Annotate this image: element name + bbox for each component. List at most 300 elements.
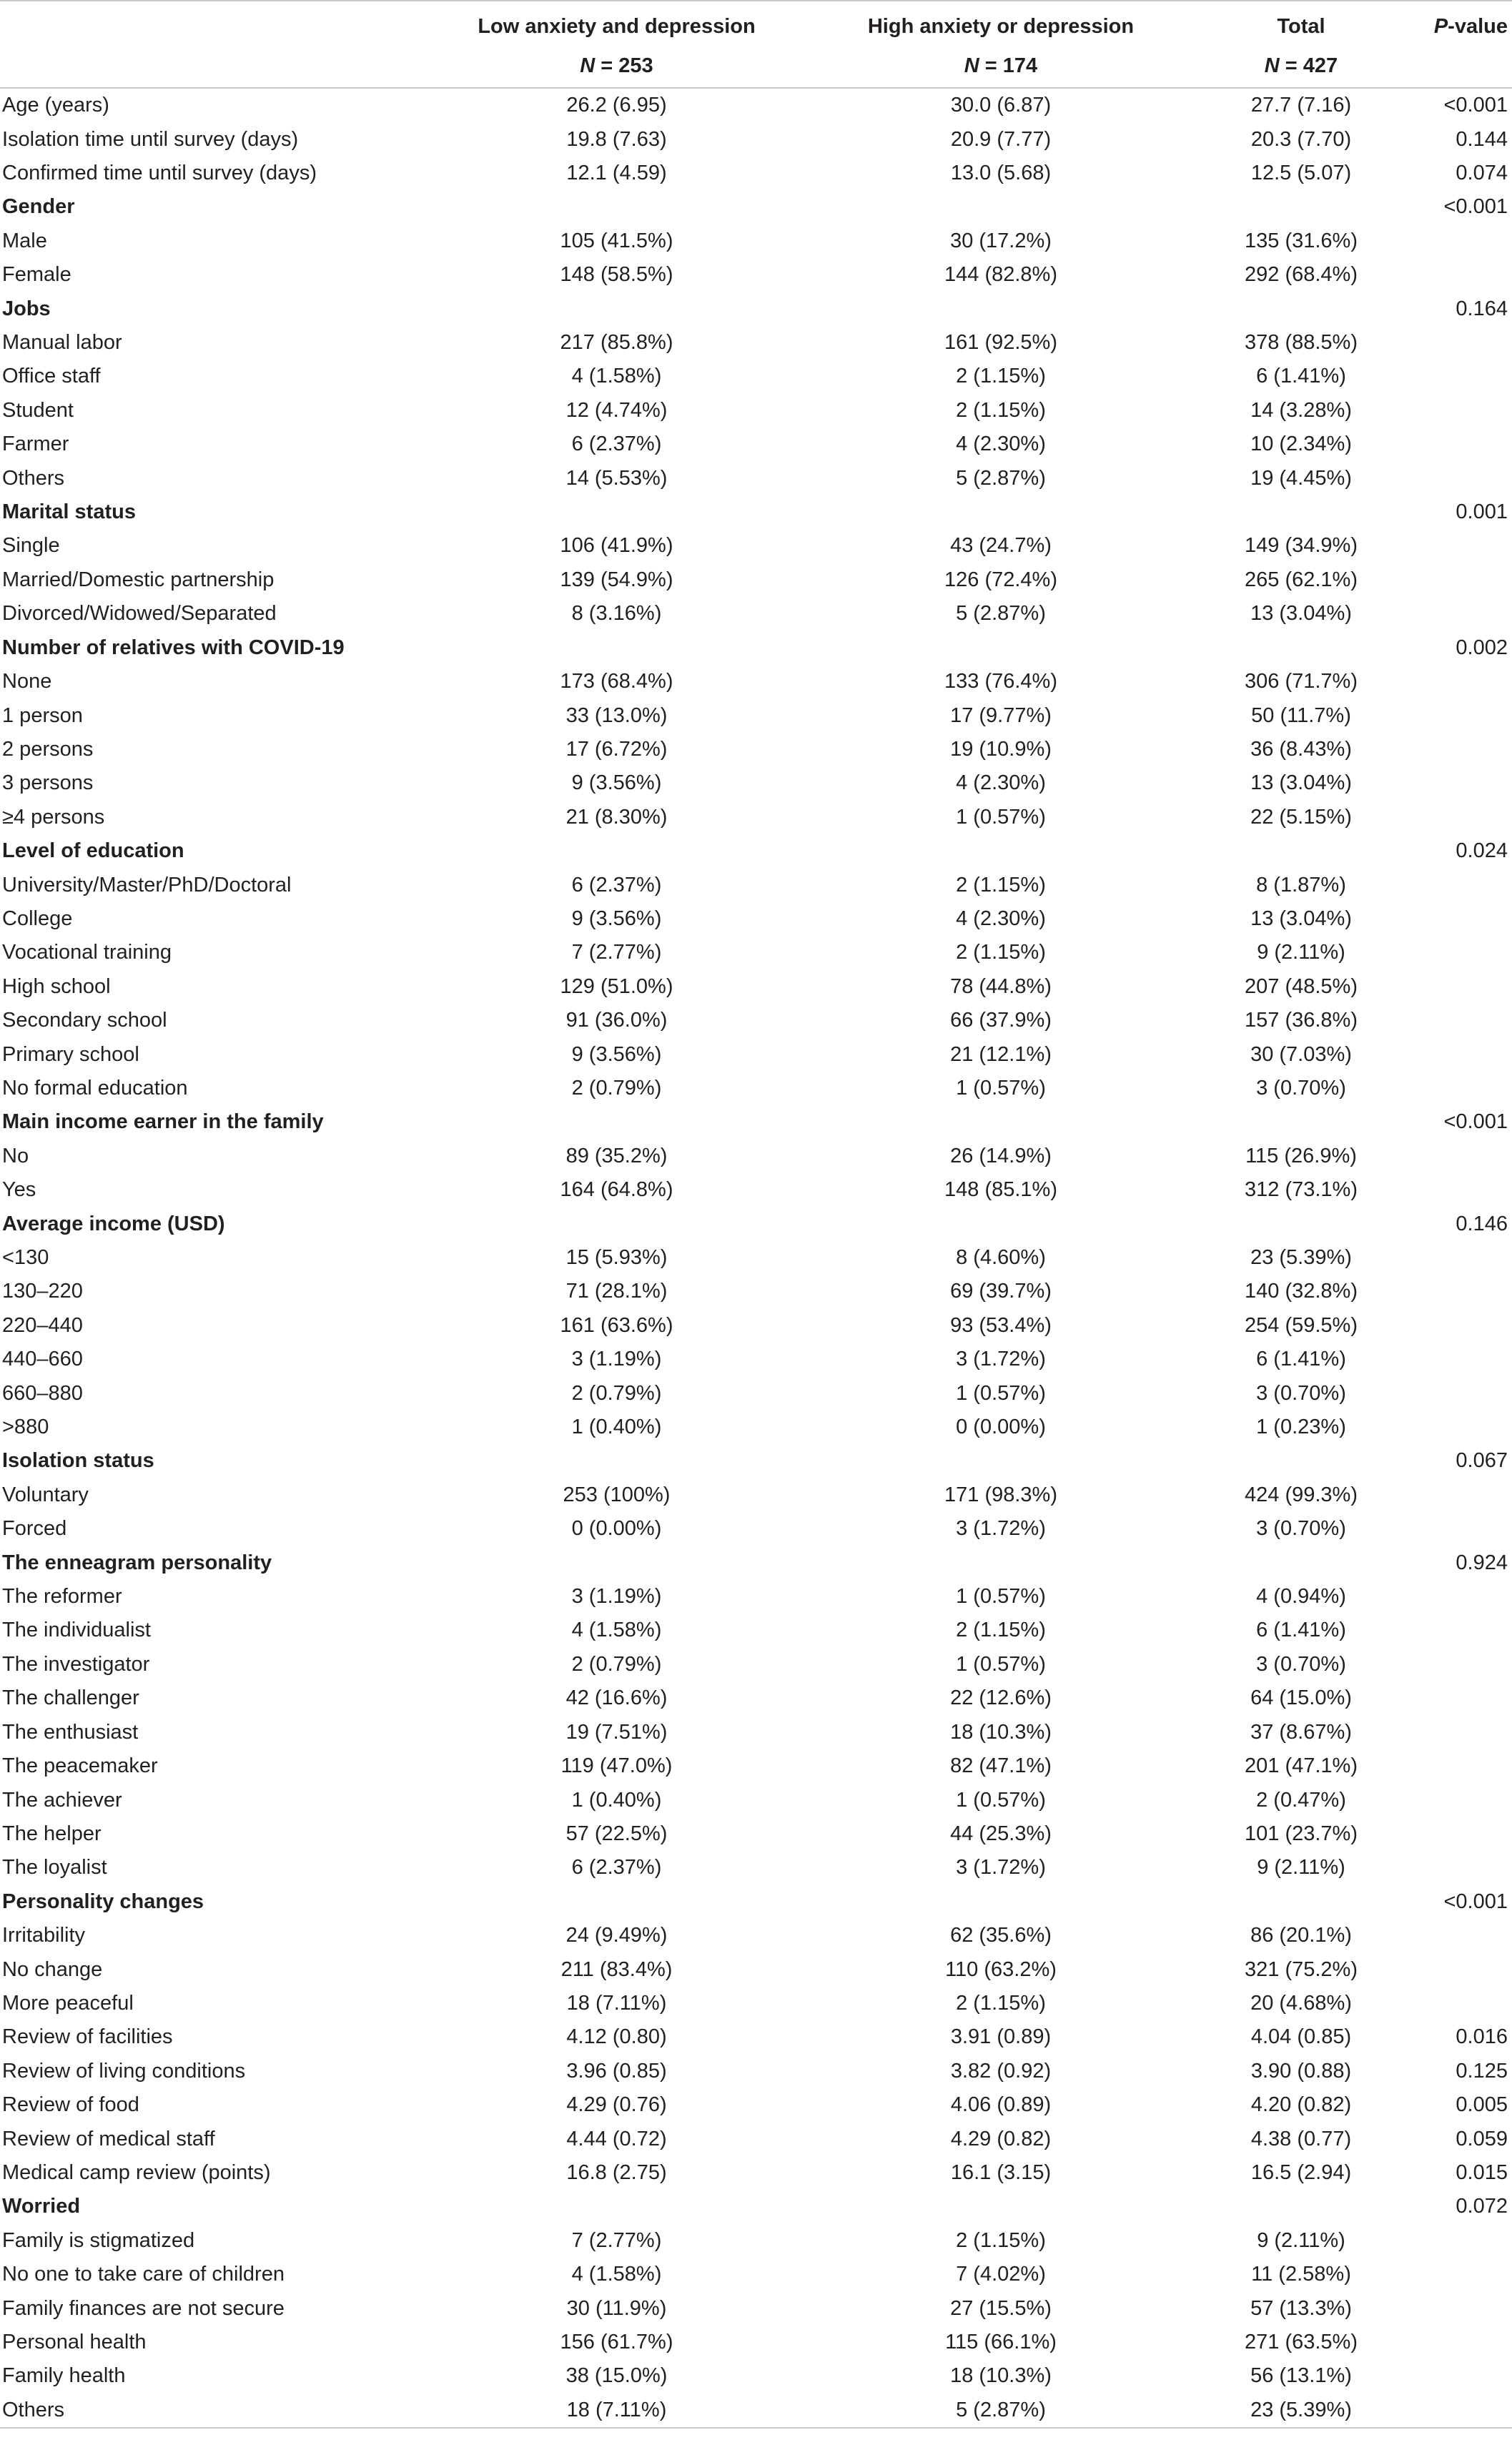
table-row [0,902,1512,936]
cell-low [429,2190,804,2223]
cell-high [804,1885,1197,1919]
cell-high: 110 (63.2%) [945,1957,1057,1981]
cell-total: 14 (3.28%) [1250,398,1352,422]
row-label: The individualist [2,1619,151,1642]
cell-pvalue: <0.001 [1443,94,1508,117]
cell-pvalue [1405,597,1512,631]
cell-high: 161 (92.5%) [944,331,1057,355]
table-row [0,1614,1512,1647]
row-label: Vocational training [2,941,172,964]
section-row [0,292,1512,325]
table-row [0,801,1512,834]
table-row [0,970,1512,1004]
cell-total: 201 (47.1%) [1245,1754,1358,1778]
cell-total [1197,292,1405,325]
row-label: None [2,670,52,693]
cell-total: 6 (1.41%) [1256,1348,1346,1371]
cell-pvalue [1405,868,1512,902]
cell-low: 14 (5.53%) [565,466,668,490]
table-row [0,2156,1512,2190]
cell-pvalue [1405,1512,1512,1546]
cell-pvalue: 0.164 [1456,297,1508,320]
cell-high: 1 (0.57%) [956,1788,1046,1812]
row-label: More peaceful [2,1991,134,2015]
row-label: No one to take care of children [2,2263,285,2286]
cell-pvalue [1405,1004,1512,1037]
cell-total: 157 (36.8%) [1245,1009,1358,1032]
section-row [0,1546,1512,1579]
header-n-high [804,44,1197,88]
table-header [0,1,1512,88]
cell-low: 3.96 (0.85) [566,2059,667,2083]
cell-low: 4 (1.58%) [571,2263,662,2286]
row-label: Average income (USD) [2,1212,225,1235]
cell-total: 140 (32.8%) [1245,1280,1358,1303]
cell-low: 0 (0.00%) [571,1517,662,1541]
cell-high: 22 (12.6%) [950,1686,1052,1710]
cell-pvalue [1405,2326,1512,2359]
cell-total: 312 (73.1%) [1245,1178,1358,1202]
cell-low [429,1546,804,1579]
cell-low [429,292,804,325]
table-row [0,1952,1512,1986]
row-label: The reformer [2,1585,122,1609]
cell-high: 1 (0.57%) [956,805,1046,829]
cell-high: 1 (0.57%) [956,1652,1046,1676]
cell-pvalue [1405,801,1512,834]
table-row [0,2224,1512,2258]
cell-total [1197,495,1405,529]
cell-pvalue: 0.067 [1456,1449,1508,1473]
cell-high: 1 (0.57%) [956,1381,1046,1405]
cell-low: 9 (3.56%) [571,771,662,795]
cell-low [429,1207,804,1240]
cell-high: 1 (0.57%) [956,1076,1046,1100]
header-pvalue-p: P [1433,15,1448,38]
cell-total: 86 (20.1%) [1250,1924,1352,1947]
section-row [0,1885,1512,1919]
cell-high: 2 (1.15%) [956,365,1046,388]
table-body [0,88,1512,2428]
row-label: Forced [2,1517,67,1541]
cell-high: 82 (47.1%) [950,1754,1052,1778]
cell-total: 135 (31.6%) [1245,229,1358,252]
cell-pvalue [1405,733,1512,766]
cell-high: 4.06 (0.89) [950,2093,1052,2117]
row-label: Family health [2,2364,126,2388]
table-row [0,1512,1512,1546]
cell-low: 91 (36.0%) [565,1009,668,1032]
cell-high: 0 (0.00%) [956,1416,1046,1439]
cell-high: 2 (1.15%) [956,2228,1046,2252]
cell-high: 4 (2.30%) [956,771,1046,795]
cell-pvalue [1405,1851,1512,1885]
cell-total [1197,190,1405,224]
row-label: Student [2,398,74,422]
table-row [0,1376,1512,1410]
cell-total: 13 (3.04%) [1250,771,1352,795]
cell-low: 12.1 (4.59) [566,162,667,185]
cell-high: 21 (12.1%) [950,1042,1052,1066]
cell-total [1197,2190,1405,2223]
row-label: Isolation time until survey (days) [2,127,299,151]
cell-total: 12.5 (5.07) [1250,162,1352,185]
row-label: Review of food [2,2093,139,2117]
table-row [0,1851,1512,1885]
table-row [0,326,1512,360]
cell-high [804,2190,1197,2223]
cell-total: 207 (48.5%) [1245,974,1358,998]
cell-pvalue [1405,1343,1512,1376]
cell-low: 9 (3.56%) [571,1042,662,1066]
section-row [0,2190,1512,2223]
row-label: No formal education [2,1076,188,1100]
cell-total: 254 (59.5%) [1245,1313,1358,1337]
table-row [0,1173,1512,1207]
cell-total: 11 (2.58%) [1251,2263,1351,2286]
cell-total: 292 (68.4%) [1245,263,1358,287]
cell-high: 8 (4.60%) [956,1246,1046,1270]
cell-total: 19 (4.45%) [1250,466,1352,490]
cell-pvalue [1405,428,1512,461]
row-label: The challenger [2,1686,139,1710]
header-pvalue-rest: -value [1448,15,1508,38]
cell-low: 4 (1.58%) [571,1619,662,1642]
cell-total: 149 (34.9%) [1245,534,1358,558]
cell-low: 42 (16.6%) [565,1686,668,1710]
cell-total [1197,834,1405,868]
cell-total: 2 (0.47%) [1256,1788,1346,1812]
cell-high: 44 (25.3%) [950,1822,1052,1845]
cell-pvalue: 0.016 [1456,2025,1508,2049]
table-row [0,1716,1512,1749]
row-label: Marital status [2,500,136,524]
section-row [0,1207,1512,1240]
cell-total: 30 (7.03%) [1250,1042,1352,1066]
cell-total [1197,1207,1405,1240]
cell-high: 4 (2.30%) [956,907,1046,930]
cell-total: 27.7 (7.16) [1250,94,1352,117]
cell-high: 5 (2.87%) [956,602,1046,626]
cell-pvalue [1405,1411,1512,1444]
cell-high [804,834,1197,868]
row-label: Irritability [2,1924,86,1947]
cell-pvalue: 0.144 [1456,127,1508,151]
section-row [0,190,1512,224]
n-total-value: = 427 [1279,54,1338,77]
cell-pvalue [1405,1376,1512,1410]
cell-low: 7 (2.77%) [571,2228,662,2252]
table-row [0,2020,1512,2054]
cell-pvalue [1405,360,1512,393]
table-row [0,2326,1512,2359]
cell-low: 253 (100%) [563,1483,671,1506]
header-row-counts [0,44,1512,88]
cell-high [804,1207,1197,1240]
cell-pvalue [1405,2394,1512,2428]
table-row [0,394,1512,428]
table-row [0,936,1512,969]
section-row [0,495,1512,529]
cell-high: 13.0 (5.68) [950,162,1052,185]
row-label: 2 persons [2,737,94,761]
cell-total: 57 (13.3%) [1250,2296,1352,2320]
table-row [0,2291,1512,2325]
cell-pvalue: 0.074 [1456,162,1508,185]
table-row [0,2088,1512,2122]
cell-high: 126 (72.4%) [944,568,1057,591]
table-row [0,1580,1512,1614]
cell-pvalue [1405,2359,1512,2393]
cell-low: 57 (22.5%) [565,1822,668,1845]
cell-pvalue: 0.002 [1456,636,1508,659]
cell-pvalue [1405,326,1512,360]
cell-high: 4.29 (0.82) [950,2127,1052,2150]
header-low-group: Low anxiety and depression [429,1,804,44]
cell-low: 1 (0.40%) [571,1788,662,1812]
cell-high: 5 (2.87%) [956,466,1046,490]
cell-low [429,190,804,224]
cell-total: 424 (99.3%) [1245,1483,1358,1506]
cell-low: 148 (58.5%) [560,263,673,287]
cell-low: 18 (7.11%) [566,1991,667,2015]
table-row [0,1648,1512,1681]
cell-high: 26 (14.9%) [950,1144,1052,1167]
header-n-low [429,44,804,88]
row-label: College [2,907,73,930]
table-row [0,733,1512,766]
cell-total: 3 (0.70%) [1256,1381,1346,1405]
row-label: Gender [2,195,75,219]
cell-total: 9 (2.11%) [1257,941,1345,964]
table-row [0,1343,1512,1376]
cell-total: 13 (3.04%) [1250,602,1352,626]
cell-low: 106 (41.9%) [560,534,673,558]
table-row [0,2122,1512,2155]
cell-high: 3 (1.72%) [956,1348,1046,1371]
n-low-value: = 253 [595,54,653,77]
table-row [0,1681,1512,1715]
cell-low: 2 (0.79%) [571,1652,662,1676]
row-label: University/Master/PhD/Doctoral [2,873,292,897]
cell-total: 20 (4.68%) [1250,1991,1352,2015]
cell-total: 321 (75.2%) [1245,1957,1358,1981]
table-row [0,1004,1512,1037]
row-label: The peacemaker [2,1754,158,1778]
cell-low: 6 (2.37%) [571,433,662,456]
row-label: Family is stigmatized [2,2228,195,2252]
cell-total: 1 (0.23%) [1256,1416,1346,1439]
cell-low: 71 (28.1%) [565,1280,668,1303]
row-label: Female [2,263,71,287]
row-label: Male [2,229,47,252]
cell-total: 37 (8.67%) [1250,1720,1352,1744]
row-label: Single [2,534,60,558]
cell-high [804,1105,1197,1139]
cell-pvalue: 0.924 [1456,1551,1508,1574]
cell-high: 16.1 (3.15) [950,2160,1052,2184]
table-row [0,224,1512,258]
cell-total: 23 (5.39%) [1250,1246,1352,1270]
cell-high: 18 (10.3%) [950,1720,1052,1744]
cell-low: 30 (11.9%) [566,2296,667,2320]
row-label: High school [2,974,111,998]
row-label: Review of medical staff [2,2127,215,2150]
cell-high: 19 (10.9%) [950,737,1052,761]
table-row [0,563,1512,597]
table-row [0,2394,1512,2428]
row-label: <130 [2,1246,49,1270]
cell-low: 19.8 (7.63) [566,127,667,151]
cell-high: 2 (1.15%) [956,1991,1046,2015]
row-label: >880 [2,1416,49,1439]
cell-high [804,631,1197,665]
cell-total: 4.20 (0.82) [1250,2093,1352,2117]
cell-low: 4.12 (0.80) [566,2025,667,2049]
row-label: The enthusiast [2,1720,139,1744]
cell-low: 3 (1.19%) [571,1585,662,1609]
cell-total: 10 (2.34%) [1250,433,1352,456]
cell-pvalue [1405,970,1512,1004]
table-row [0,1817,1512,1851]
cell-high: 2 (1.15%) [956,1619,1046,1642]
header-n-total [1197,44,1405,88]
n-high-value: = 174 [979,54,1038,77]
cell-pvalue [1405,1783,1512,1817]
cell-high: 133 (76.4%) [944,670,1057,693]
cell-total: 3 (0.70%) [1256,1652,1346,1676]
cell-low [429,1885,804,1919]
header-row-groups [0,1,1512,44]
table-row [0,868,1512,902]
cell-high [804,1444,1197,1478]
table-row [0,529,1512,563]
table-row [0,698,1512,732]
cell-low: 161 (63.6%) [560,1313,673,1337]
cell-total: 265 (62.1%) [1245,568,1358,591]
cell-total: 64 (15.0%) [1250,1686,1352,1710]
cell-low: 17 (6.72%) [565,737,668,761]
cell-pvalue [1405,1478,1512,1512]
cell-pvalue: 0.125 [1456,2059,1508,2083]
row-label: No [2,1144,29,1167]
table-row [0,1275,1512,1308]
cell-high: 66 (37.9%) [950,1009,1052,1032]
cell-low: 24 (9.49%) [565,1924,668,1947]
cell-high: 171 (98.3%) [944,1483,1057,1506]
cell-pvalue [1405,902,1512,936]
cell-low [429,495,804,529]
table-row [0,1749,1512,1783]
cell-pvalue [1405,1275,1512,1308]
header-empty-cell [0,1,429,44]
cell-high: 18 (10.3%) [950,2364,1052,2388]
cell-low [429,1444,804,1478]
cell-low: 217 (85.8%) [560,331,673,355]
table-row [0,428,1512,461]
cell-high: 1 (0.57%) [956,1585,1046,1609]
cell-low: 2 (0.79%) [571,1381,662,1405]
row-label: The investigator [2,1652,150,1676]
cell-high: 3.82 (0.92) [950,2059,1052,2083]
row-label: Manual labor [2,331,122,355]
cell-total: 3.90 (0.88) [1250,2059,1352,2083]
cell-total: 13 (3.04%) [1250,907,1352,930]
row-label: 130–220 [2,1280,83,1303]
cell-low [429,1105,804,1139]
cell-pvalue [1405,1817,1512,1851]
cell-low: 33 (13.0%) [565,703,668,727]
row-label: The enneagram personality [2,1551,272,1574]
cell-low: 12 (4.74%) [565,398,668,422]
row-label: Yes [2,1178,36,1202]
cell-low: 139 (54.9%) [560,568,673,591]
cell-total: 23 (5.39%) [1197,2394,1405,2428]
row-label: 3 persons [2,771,94,795]
cell-total: 22 (5.15%) [1250,805,1352,829]
row-label: Voluntary [2,1483,89,1506]
cell-total: 4.38 (0.77) [1250,2127,1352,2150]
cell-pvalue [1405,1614,1512,1647]
cell-high: 4 (2.30%) [956,433,1046,456]
row-label: Farmer [2,433,69,456]
cell-pvalue [1405,529,1512,563]
row-label: Personality changes [2,1890,204,1913]
cell-total: 50 (11.7%) [1251,703,1351,727]
cell-low: 8 (3.16%) [571,602,662,626]
cell-high: 7 (4.02%) [956,2263,1046,2286]
cell-pvalue [1405,936,1512,969]
cell-total: 306 (71.7%) [1245,670,1358,693]
cell-low [429,631,804,665]
row-label: Married/Domestic partnership [2,568,275,591]
cell-low: 6 (2.37%) [571,873,662,897]
cell-high: 3.91 (0.89) [950,2025,1052,2049]
header-pvalue [1405,1,1512,44]
row-label: Worried [2,2195,81,2218]
cell-pvalue: 0.001 [1456,500,1508,524]
header-total: Total [1197,1,1405,44]
cell-pvalue [1405,1309,1512,1343]
cell-pvalue: <0.001 [1443,1110,1508,1134]
row-label: Number of relatives with COVID-19 [2,636,345,659]
row-label: 1 person [2,703,83,727]
cell-total: 3 (0.70%) [1256,1517,1346,1541]
cell-high: 30 (17.2%) [950,229,1052,252]
row-label: The achiever [2,1788,122,1812]
cell-pvalue [1405,1037,1512,1071]
cell-pvalue [1405,1072,1512,1105]
cell-pvalue [1405,665,1512,698]
table-row [0,1783,1512,1817]
cell-total: 3 (0.70%) [1256,1076,1346,1100]
section-row [0,1444,1512,1478]
cell-pvalue [1405,1716,1512,1749]
cell-pvalue: 0.015 [1456,2160,1508,2184]
cell-low: 129 (51.0%) [560,974,673,998]
cell-total: 271 (63.5%) [1245,2331,1358,2354]
row-label: Personal health [2,2331,147,2354]
cell-total: 8 (1.87%) [1256,873,1346,897]
cell-low: 9 (3.56%) [571,907,662,930]
cell-pvalue: 0.072 [1456,2195,1508,2218]
cell-total: 20.3 (7.70) [1250,127,1352,151]
cell-total: 378 (88.5%) [1245,331,1358,355]
cell-high [804,292,1197,325]
row-label: The helper [2,1822,102,1845]
row-label: Jobs [2,297,51,320]
cell-total: 9 (2.11%) [1257,1856,1345,1880]
